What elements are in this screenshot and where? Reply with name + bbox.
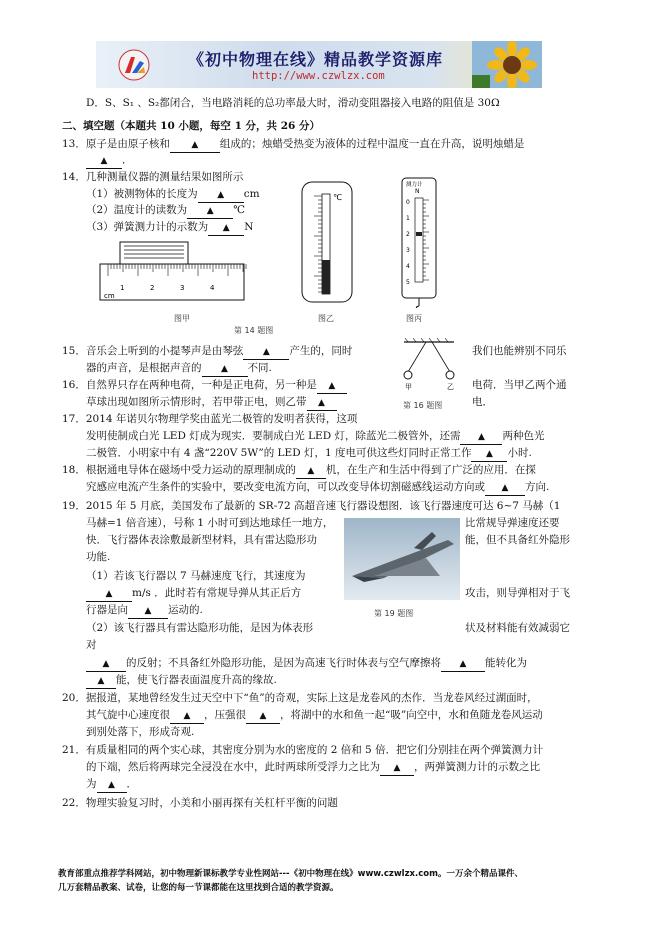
q15-line2: 器的声音，是根据声音的 ▲ 不同.: [86, 361, 272, 377]
banner-url[interactable]: http://www.czwlzx.com: [252, 70, 385, 82]
q19-line2-right: 比常规导弹速度还要: [465, 517, 560, 529]
q21-line1: 21．有质量相同的两个实心球，其密度分别为水的密度的 2 倍和 5 倍．把它们分别挂在两个弹簧测力计: [62, 744, 544, 756]
q16-line1: 16．自然界只存在两种电荷，一种是正电荷，另一种是 ▲: [62, 378, 347, 394]
q20-line1: 20．据报道，某地曾经发生过天空中下“鱼”的奇观，实际上这是龙卷风的杰作．当龙卷风经过湖面时，: [62, 692, 538, 704]
answer-blank[interactable]: ▲: [170, 709, 204, 724]
ball-a-label: 甲: [405, 383, 412, 390]
aircraft-photo: [344, 518, 460, 600]
spring-tick-label: 3: [406, 247, 410, 254]
answer-blank[interactable]: ▲: [97, 778, 127, 793]
q19-line2: 马赫=1 倍音速），号称 1 小时可到达地球任一地方，: [86, 517, 334, 529]
q14-title: 14．几种测量仪器的测量结果如图所示: [62, 171, 244, 183]
q17-line2: 发明使制成白光 LED 灯成为现实．要制成白光 LED 灯，除蓝光二极管外，还需 ▲ 两种色光: [86, 429, 544, 445]
q22-line1: 22．物理实验复习时，小美和小丽再探有关杠杆平衡的问题: [62, 797, 338, 809]
ruler-tick-label: 4: [210, 284, 215, 292]
q19-part2-line2: 对: [86, 639, 97, 651]
option-d: D．S、S₁ 、S₂都闭合，当电路消耗的总功率最大时，滑动变阻器接入电路的阻值是 30Ω: [86, 97, 500, 109]
q14-part1: （1）被测物体的长度为 ▲ cm: [86, 187, 260, 203]
q19-part1-line1: （1）若该飞行器以 7 马赫速度飞行，其速度为: [86, 570, 306, 582]
q19-line3-right: 能，但不具备红外隐形: [465, 534, 570, 546]
q20-line2: 其气旋中心速度很 ▲ ，压强很 ▲ ，将湖中的水和鱼一起“吸”向空中，水和鱼随龙卷风运动: [86, 708, 543, 724]
answer-blank[interactable]: ▲: [380, 761, 414, 776]
q14-part2: （2）温度计的读数为 ▲ ℃: [86, 203, 245, 219]
q19-line3: 快．飞行器体表涂敷最新型材料，具有雷达隐形功: [86, 534, 317, 546]
answer-blank[interactable]: ▲: [198, 188, 244, 203]
answer-blank[interactable]: ▲: [170, 138, 220, 153]
spring-tick-label: 1: [406, 215, 410, 222]
q20-line3: 到别处落下，形成奇观.: [86, 726, 195, 738]
answer-blank[interactable]: ▲: [471, 447, 507, 462]
answer-blank[interactable]: ▲: [86, 674, 116, 689]
q15-line1: 15．音乐会上听到的小提琴声是由琴弦 ▲ 产生的，同时: [62, 344, 352, 360]
q21-line3: 为 ▲ ．: [86, 777, 137, 793]
q19-part2-line3: ▲ 的反射；不具备红外隐形功能，是因为高速飞行时体表与空气摩擦将 ▲ 能转化为: [86, 656, 527, 672]
thermometer-unit: ℃: [333, 193, 342, 202]
q13-line1: 13．原子是由原子核和 ▲ 组成的；烛蜡受热变为液体的过程中温度一直在升高，说明烛蜡是: [62, 137, 524, 153]
answer-blank[interactable]: ▲: [441, 657, 485, 672]
q15-line1-right: 我们也能辨别不同乐: [472, 345, 567, 357]
spring-unit: N: [415, 188, 420, 195]
q21-line2: 的下端，然后将两球完全浸没在水中，此时两球所受浮力之比为 ▲ ，两弹簧测力计的示数之比: [86, 760, 540, 776]
q19-part2-line4: ▲ 能，使飞行器表面温度升高的缘故.: [86, 673, 277, 689]
answer-blank[interactable]: ▲: [296, 464, 326, 479]
answer-blank[interactable]: ▲: [208, 221, 244, 236]
footer-line2: 几万套精品教案、试卷，让您的每一节课都能在这里找到合适的教学资源。: [58, 883, 339, 893]
q19-line4: 功能.: [86, 551, 111, 563]
ruler-tick-label: 1: [120, 284, 125, 292]
sunflower-icon: [472, 41, 542, 88]
answer-blank[interactable]: ▲: [485, 481, 525, 496]
answer-blank[interactable]: ▲: [243, 345, 289, 360]
q16-line2: 草球出现如图所示情形时，若甲带正电，则乙带 ▲: [86, 395, 337, 411]
q17-line1: 17．2014 年诺贝尔物理学奖由蓝光二极管的发明者获得，这项: [62, 413, 358, 425]
q19-part1-line2-right: 攻击，则导弹相对于飞: [465, 587, 570, 599]
answer-blank[interactable]: ▲: [86, 587, 132, 602]
q18-line1: 18．根据通电导体在磁场中受力运动的原理制成的 ▲ 机，在生产和生活中得到了广泛的应用．在探: [62, 463, 536, 479]
pith-ball-figure: [398, 338, 460, 390]
fig-a-caption: 图甲: [174, 314, 190, 323]
q18-line2: 究感应电流产生条件的实验中，要改变电流方向，可以改变导体切割磁感线运动方向或 ▲ 方向.: [86, 480, 549, 496]
fig-b-caption: 图乙: [318, 314, 334, 323]
footer-line1: 教育部重点推荐学科网站，初中物理新课标教学专业性网站---《初中物理在线》www.czwlzx.com。一万余个精品课件、: [58, 869, 523, 879]
answer-blank[interactable]: ▲: [187, 204, 233, 219]
fig19-caption: 第 19 题图: [374, 609, 414, 618]
thermometer-figure: [300, 180, 356, 306]
banner-title: 《初中物理在线》精品教学资源库: [188, 50, 444, 69]
section-heading: 二、填空题（本题共 10 小题，每空 1 分，共 26 分）: [62, 120, 320, 132]
ruler-figure: [98, 238, 248, 304]
q14-part3: （3）弹簧测力计的示数为 ▲ N: [86, 220, 253, 236]
ruler-tick-label: 3: [180, 284, 185, 292]
fig-c-caption: 图丙: [406, 314, 422, 323]
answer-blank[interactable]: ▲: [317, 379, 347, 394]
site-logo-icon: [118, 49, 150, 81]
answer-blank[interactable]: ▲: [202, 362, 248, 377]
answer-blank[interactable]: ▲: [460, 430, 502, 445]
q19-line1: 19．2015 年 5 月底，美国发布了最新的 SR-72 高超音速飞行器设想图．该飞行器速度可达 6~7 马赫（1: [62, 500, 561, 512]
site-banner: [96, 41, 542, 88]
ball-b-label: 乙: [447, 383, 454, 390]
answer-blank[interactable]: ▲: [86, 154, 122, 169]
q19-part1-line2: ▲ m/s ．此时若有常规导弹从其正后方: [86, 586, 301, 602]
spring-tick-label: 0: [406, 199, 410, 206]
spring-tick-label: 5: [406, 279, 410, 286]
spring-scale-figure: [398, 176, 440, 308]
q13-line2: ▲ ．: [86, 153, 133, 169]
spring-tick-label: 2: [406, 231, 410, 238]
q19-part1-line3: 行器是向 ▲ 运动的.: [86, 603, 203, 619]
ruler-unit: cm: [104, 292, 115, 300]
answer-blank[interactable]: ▲: [307, 396, 337, 411]
spring-tick-label: 4: [406, 263, 410, 270]
q19-part2-line1: （2）该飞行器具有雷达隐形功能，是因为体表形: [86, 622, 314, 634]
fig16-caption: 第 16 题图: [403, 401, 443, 410]
q17-line3: 二极管．小明家中有 4 盏“220V 5W”的 LED 灯，1 度电可供这些灯同时正常工作 ▲ 小时.: [86, 446, 532, 462]
answer-blank[interactable]: ▲: [86, 657, 126, 672]
q16-line2-right: 电．: [472, 396, 493, 408]
ruler-tick-label: 2: [150, 284, 155, 292]
q19-part2-line1-right: 状及材料能有效减弱它: [465, 622, 570, 634]
answer-blank[interactable]: ▲: [246, 709, 280, 724]
q16-line1-right: 电荷．当甲乙两个通: [472, 379, 567, 391]
spring-title: 测力计: [406, 182, 423, 188]
fig14-caption: 第 14 题图: [234, 326, 274, 335]
answer-blank[interactable]: ▲: [128, 604, 168, 619]
